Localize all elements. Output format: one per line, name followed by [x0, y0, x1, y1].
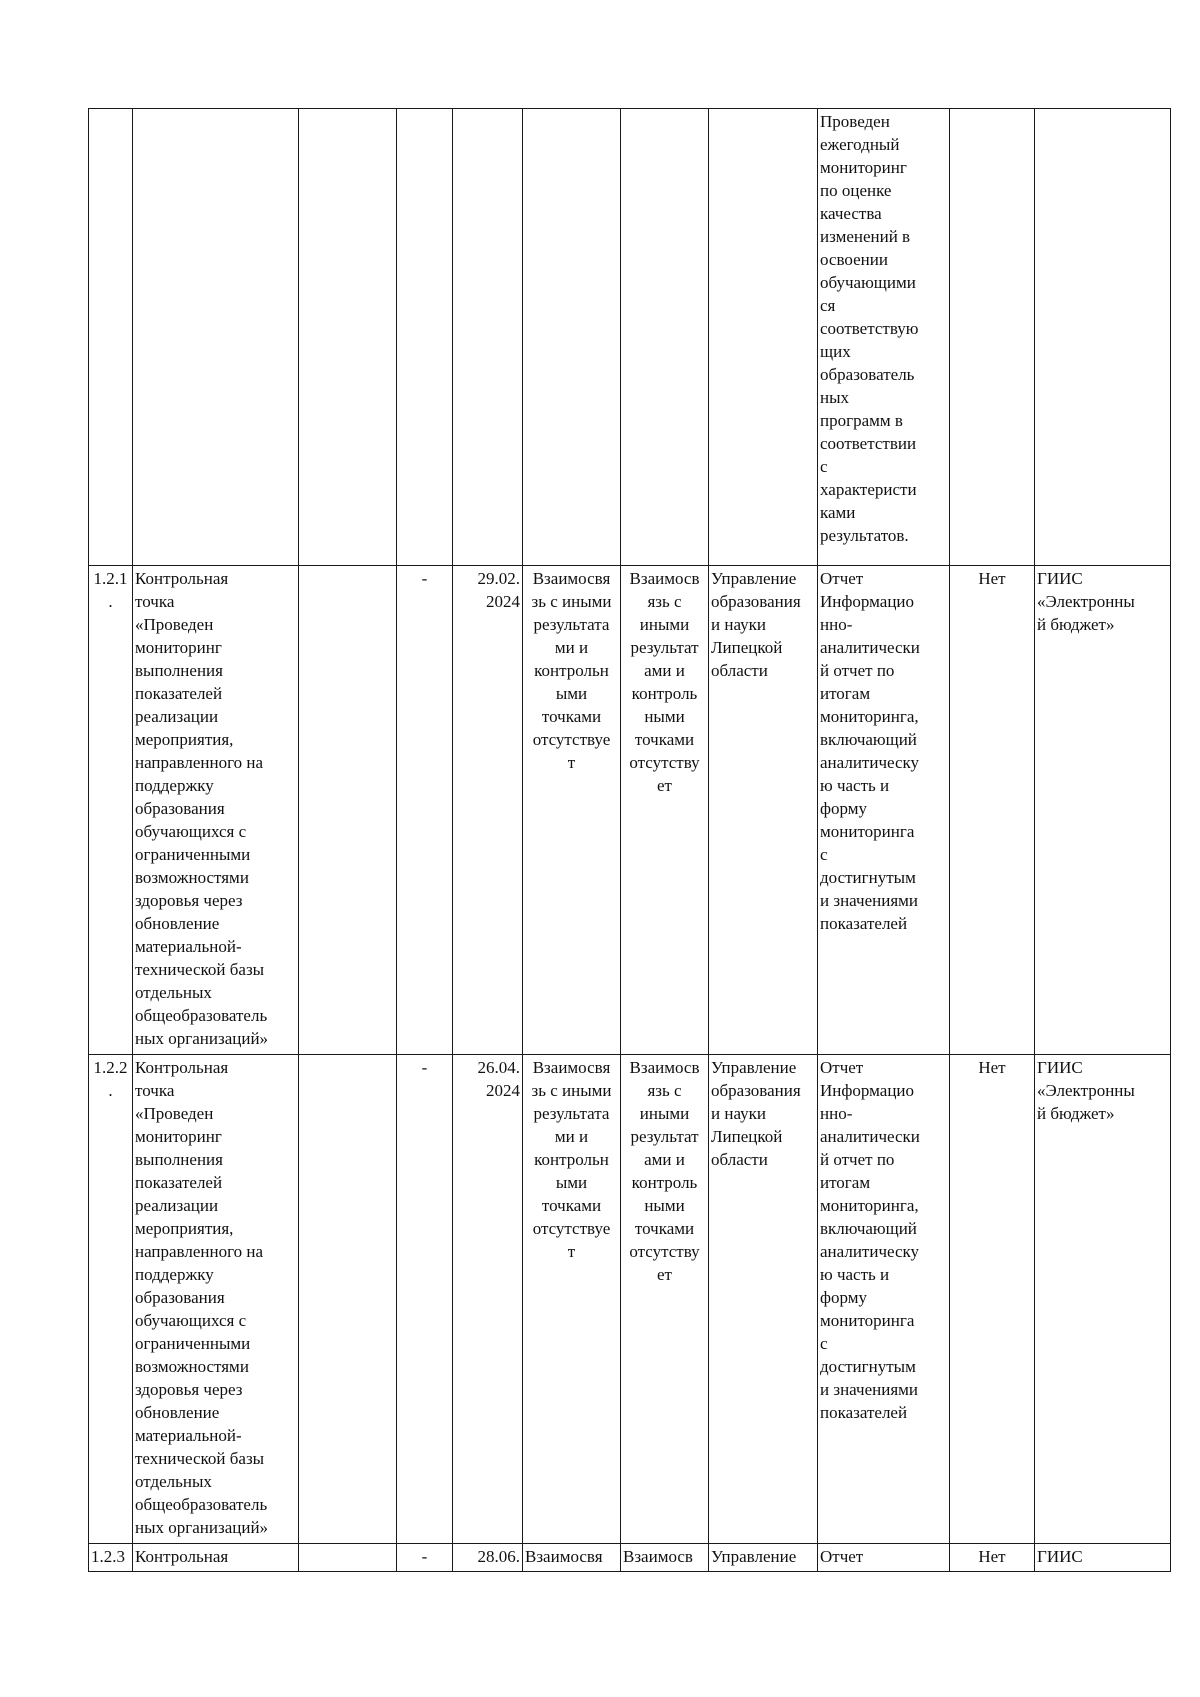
flag-cell	[950, 109, 1035, 566]
control-point-name: Контрольная точка «Проведен мониторинг выполнения показателей реализации мероприятия, направленного на поддержку образования обучающихся с ограниченными возможностями здоровья через обновление материальной- технической базы отдельных общеобразователь ных организаций»	[133, 566, 299, 1055]
result-cell: Проведен ежегодный мониторинг по оценке качества изменений в освоении обучающими ся соответствую щих образователь ных программ в соответствии с характеристи ками результатов.	[818, 109, 950, 566]
dash-cell	[397, 109, 453, 566]
relation-cell: Взаимосв язь с иными результат ами и контроль ными точками отсутству ет	[621, 1055, 709, 1544]
flag-cell: Нет	[950, 566, 1035, 1055]
row-number: 1.2.1 .	[89, 566, 133, 1055]
date-cell: 28.06.	[453, 1544, 523, 1572]
responsible-cell: Управление образования и науки Липецкой области	[709, 566, 818, 1055]
empty-cell	[299, 109, 397, 566]
report-cell: Отчет Информацио нно- аналитически й отчет по итогам мониторинга, включающий аналитическу ю часть и форму мониторинга с достигнутым и значениями показателей	[818, 566, 950, 1055]
name-cell	[133, 109, 299, 566]
num-cell	[89, 109, 133, 566]
system-cell	[1035, 109, 1171, 566]
relation-cell	[621, 109, 709, 566]
empty-cell	[299, 1544, 397, 1572]
table-row	[89, 109, 1171, 566]
relation-cell: Взаимосвя зь с иными результата ми и контрольн ыми точками отсутствуе т	[523, 1055, 621, 1544]
flag-cell: Нет	[950, 1544, 1035, 1572]
control-points-table	[88, 108, 1171, 1572]
table-row	[89, 1544, 1171, 1572]
relation-cell: Взаимосвя	[523, 1544, 621, 1572]
relation-cell: Взаимосв язь с иными результат ами и контроль ными точками отсутству ет	[621, 566, 709, 1055]
empty-cell	[299, 566, 397, 1055]
flag-cell: Нет	[950, 1055, 1035, 1544]
relation-cell	[523, 109, 621, 566]
table-row	[89, 1055, 1171, 1544]
dash-cell: -	[397, 1544, 453, 1572]
responsible-cell	[709, 109, 818, 566]
responsible-cell: Управление образования и науки Липецкой области	[709, 1055, 818, 1544]
control-point-name: Контрольная	[133, 1544, 299, 1572]
empty-cell	[299, 1055, 397, 1544]
date-cell	[453, 109, 523, 566]
relation-cell: Взаимосв	[621, 1544, 709, 1572]
system-cell: ГИИС «Электронны й бюджет»	[1035, 566, 1171, 1055]
dash-cell: -	[397, 566, 453, 1055]
row-number: 1.2.2 .	[89, 1055, 133, 1544]
control-point-name: Контрольная точка «Проведен мониторинг выполнения показателей реализации мероприятия, направленного на поддержку образования обучающихся с ограниченными возможностями здоровья через обновление материальной- технической базы отдельных общеобразователь ных организаций»	[133, 1055, 299, 1544]
report-cell: Отчет Информацио нно- аналитически й отчет по итогам мониторинга, включающий аналитическу ю часть и форму мониторинга с достигнутым и значениями показателей	[818, 1055, 950, 1544]
system-cell: ГИИС	[1035, 1544, 1171, 1572]
date-cell: 26.04. 2024	[453, 1055, 523, 1544]
relation-cell: Взаимосвя зь с иными результата ми и контрольн ыми точками отсутствуе т	[523, 566, 621, 1055]
date-cell: 29.02. 2024	[453, 566, 523, 1055]
report-cell: Отчет	[818, 1544, 950, 1572]
system-cell: ГИИС «Электронны й бюджет»	[1035, 1055, 1171, 1544]
dash-cell: -	[397, 1055, 453, 1544]
responsible-cell: Управление	[709, 1544, 818, 1572]
table-row	[89, 566, 1171, 1055]
row-number: 1.2.3	[89, 1544, 133, 1572]
